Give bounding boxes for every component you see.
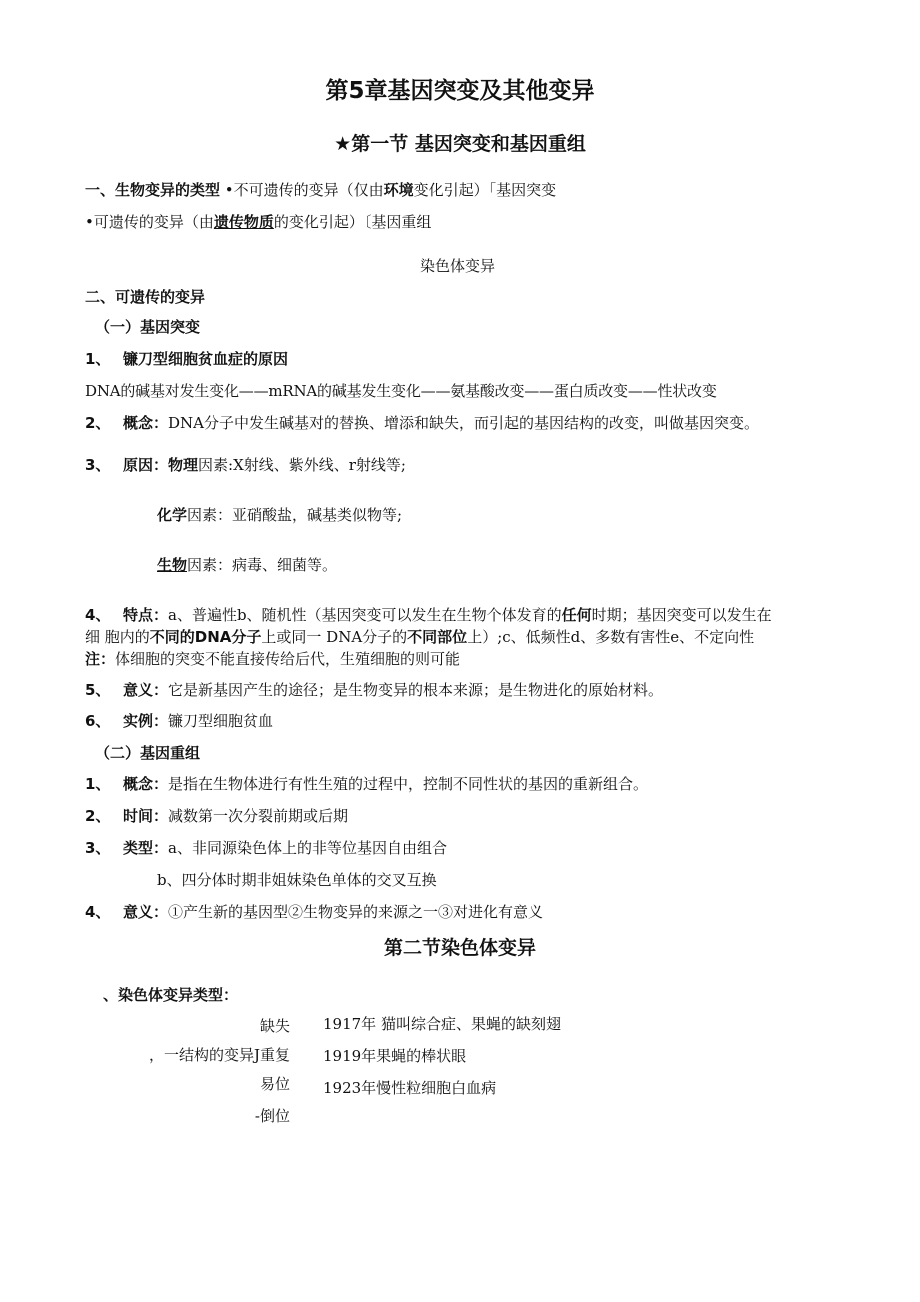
variation-types-line-2: •可遗传的变异（由遗传物质的变化引起）〔基因重组 <box>85 213 432 231</box>
chromosome-variation-types-heading: 、染色体变异类型： <box>103 986 239 1004</box>
gm-item-4-cont: 细 胞内的不同的DNA分子上或同一 DNA分子的不同部位上）;c、低频性d、多数有害性e、不定向性 <box>85 628 755 646</box>
gr-item-3: 3、 类型：a、非同源染色体上的非等位基因自由组合 <box>85 839 447 857</box>
variation-types-heading: 一、生物变异的类型 <box>85 181 221 199</box>
chromosome-variation-label: 染色体变异 <box>420 257 496 275</box>
gm-item-1: 1、 镰刀型细胞贫血症的原因 <box>85 350 289 368</box>
gr-item-2: 2、 时间：减数第一次分裂前期或后期 <box>85 807 349 825</box>
gr-item-1: 1、 概念：是指在生物体进行有性生殖的过程中，控制不同性状的基因的重新组合。 <box>85 775 649 793</box>
gm-item-3: 3、 原因：物理因素:X射线、紫外线、r射线等; <box>85 456 406 474</box>
gr-item-4: 4、 意义：①产生新的基因型②生物变异的来源之一③对进化有意义 <box>85 903 544 921</box>
gm-item-6: 6、 实例：镰刀型细胞贫血 <box>85 712 274 730</box>
cv-duplication: ，一结构的变异J重复 <box>148 1046 290 1064</box>
gm-item-2: 2、 概念：DNA分子中发生碱基对的替换、增添和缺失，而引起的基因结构的改变，叫做基因突变。 <box>85 414 760 432</box>
gm-item-3-biological: 生物因素：病毒、细菌等。 <box>157 556 338 574</box>
gm-note: 注：体细胞的突变不能直接传给后代，生殖细胞的则可能 <box>85 650 461 668</box>
cv-deletion-example: 1917年 猫叫综合症、果蝇的缺刻翅 <box>323 1015 561 1033</box>
cv-inversion: -倒位 <box>254 1107 290 1125</box>
cv-translocation: 易位 <box>259 1075 290 1093</box>
genetic-material-term: 遗传物质 <box>213 213 274 231</box>
cv-deletion: 缺失 <box>259 1017 290 1035</box>
heritable-variation-heading: 二、可遗传的变异 <box>85 288 206 306</box>
section-2-title: 第二节染色体变异 <box>383 937 536 959</box>
variation-types-line-1: 一、生物变异的类型 •不可遗传的变异（仅由环境变化引起）「基因突变 <box>85 181 557 199</box>
gm-item-4: 4、 特点：a、普遍性b、随机性（基因突变可以发生在生物个体发育的任何时期；基因突变可以发生在 <box>85 606 772 624</box>
cv-duplication-example: 1919年果蝇的棒状眼 <box>323 1047 467 1065</box>
gene-mutation-heading: （一）基因突变 <box>95 318 201 336</box>
gm-item-3-chemical: 化学因素：亚硝酸盐，碱基类似物等; <box>157 506 403 524</box>
environment-term: 环境 <box>383 181 414 199</box>
cv-translocation-example: 1923年慢性粒细胞白血病 <box>323 1079 497 1097</box>
gr-item-3-b: b、四分体时期非姐妹染色单体的交叉互换 <box>157 871 437 889</box>
gm-item-5: 5、 意义：它是新基因产生的途径；是生物变异的根本来源；是生物进化的原始材料。 <box>85 681 664 699</box>
gm-item-1-text: DNA的碱基对发生变化——mRNA的碱基发生变化——氨基酸改变——蛋白质改变——性状改变 <box>85 382 717 400</box>
gene-recombination-heading: （二）基因重组 <box>95 744 201 762</box>
section-1-title: ★第一节 基因突变和基因重组 <box>334 133 586 155</box>
page-title: 第5章基因突变及其他变异 <box>325 78 595 104</box>
